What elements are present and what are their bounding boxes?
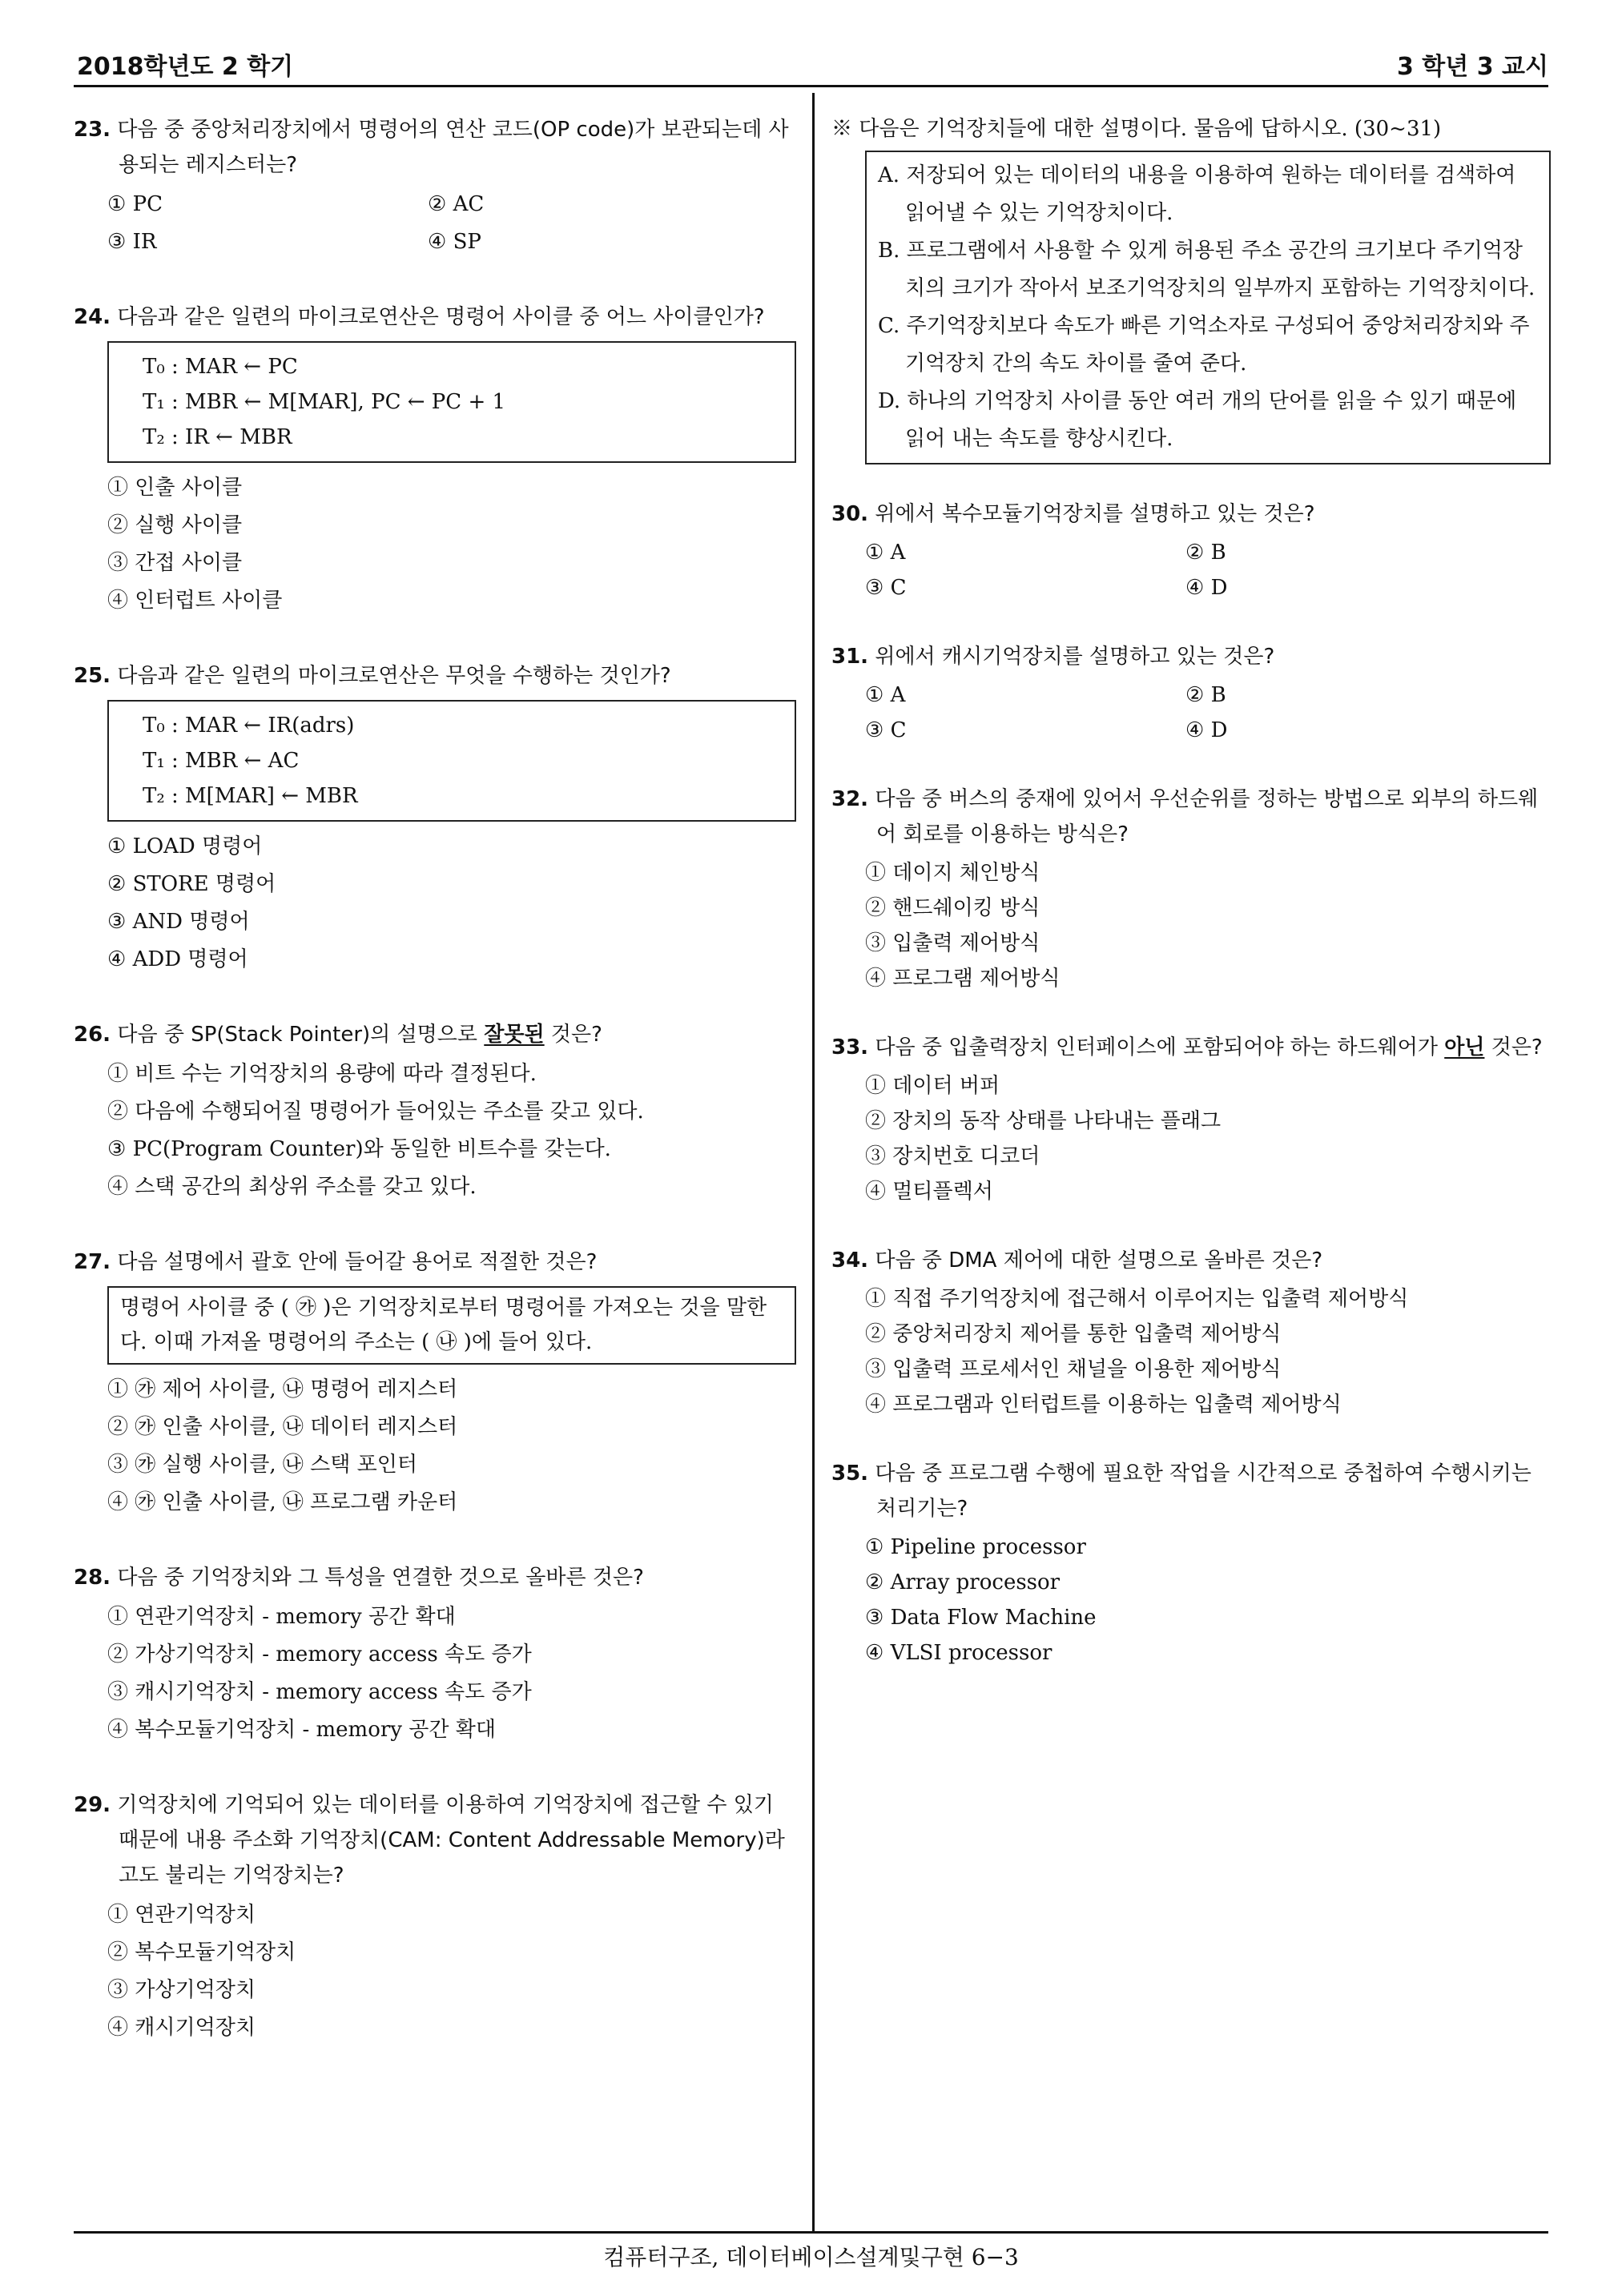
- emphasis-text: 아닌: [1444, 1035, 1485, 1060]
- option-4[interactable]: ④ 프로그램 제어방식: [865, 967, 1061, 991]
- option-2[interactable]: ② Array processor: [865, 1570, 1061, 1594]
- question-stem: 다음과 같은 일련의 마이크로연산은 명령어 사이클 중 어느 사이클인가?: [117, 305, 765, 329]
- question-stem: 다음 중 중앙처리장치에서 명령어의 연산 코드(OP code)가 보관되는데 사용되는 레지스터는?: [117, 118, 789, 177]
- descriptions-box: [865, 151, 1551, 464]
- question-stem-end: 것은?: [1484, 1035, 1543, 1060]
- memory-descriptions-block: [831, 112, 1551, 464]
- question-stem: 다음 중 DMA 제어에 대한 설명으로 올바른 것은?: [875, 1249, 1323, 1273]
- question-stem: 다음과 같은 일련의 마이크로연산은 무엇을 수행하는 것인가?: [117, 664, 671, 688]
- emphasis-text: 잘못된: [484, 1023, 545, 1047]
- question-number: 33.: [831, 1035, 869, 1060]
- exam-header-left: 2018학년도 2 학기: [77, 53, 294, 81]
- question-30: [831, 497, 1551, 605]
- description-c: C. 주기억장치보다 속도가 빠른 기억소자로 구성되어 중앙처리장치와 주기억장치 간의 속도 차이를 줄여 준다.: [878, 314, 1530, 376]
- description-d: D. 하나의 기억장치 사이클 동안 여러 개의 단어를 읽을 수 있기 때문에 읽어 내는 속도를 향상시킨다.: [878, 389, 1517, 451]
- micro-op-line: T₁ : MBR ← M[MAR], PC ← PC + 1: [143, 390, 506, 414]
- question-number: 34.: [831, 1249, 869, 1273]
- question-number: 27.: [74, 1250, 111, 1274]
- option-2[interactable]: ② 복수모듈기억장치: [107, 1940, 296, 1964]
- fill-in-text: 명령어 사이클 중 ( ㉮ )은 기억장치로부터 명령어를 가져오는 것을 말한다. 이때 가져올 명령어의 주소는 ( ㉯ )에 들어 있다.: [120, 1296, 767, 1354]
- question-stem: 위에서 캐시기억장치를 설명하고 있는 것은?: [875, 645, 1275, 669]
- option-4[interactable]: ④ ADD 명령어: [107, 947, 248, 971]
- question-stem: 위에서 복수모듈기억장치를 설명하고 있는 것은?: [875, 502, 1315, 526]
- option-2[interactable]: ② 중앙처리장치 제어를 통한 입출력 제어방식: [865, 1322, 1282, 1346]
- question-number: 29.: [74, 1793, 111, 1817]
- option-4[interactable]: ④ 인터럽트 사이클: [107, 589, 283, 613]
- exam-header-right: 3 학년 3 교시: [1396, 53, 1548, 81]
- micro-op-line: T₀ : MAR ← IR(adrs): [143, 714, 355, 738]
- option-1[interactable]: ① 연관기억장치: [107, 1903, 256, 1927]
- question-stem: 다음 중 입출력장치 인터페이스에 포함되어야 하는 하드웨어가: [875, 1035, 1445, 1060]
- option-2[interactable]: ② 장치의 동작 상태를 나타내는 플래그: [865, 1109, 1222, 1133]
- question-number: 25.: [74, 664, 111, 688]
- option-1[interactable]: ① 데이지 체인방식: [865, 861, 1040, 885]
- left-column: [74, 112, 796, 2085]
- option-4[interactable]: ④ SP: [428, 230, 481, 254]
- option-3[interactable]: ③ 캐시기억장치 - memory access 속도 증가: [107, 1680, 532, 1704]
- option-2[interactable]: ② STORE 명령어: [107, 872, 276, 896]
- option-3[interactable]: ③ PC(Program Counter)와 동일한 비트수를 갖는다.: [107, 1137, 611, 1161]
- option-4[interactable]: ④ 캐시기억장치: [107, 2016, 256, 2040]
- page-footer: 컴퓨터구조, 데이터베이스설계및구현 6−3: [603, 2244, 1019, 2270]
- option-1[interactable]: ① 직접 주기억장치에 접근해서 이루어지는 입출력 제어방식: [865, 1287, 1409, 1311]
- question-26: [74, 1017, 796, 1206]
- question-number: 31.: [831, 645, 869, 669]
- option-1[interactable]: ① 연관기억장치 - memory 공간 확대: [107, 1605, 456, 1629]
- question-34: [831, 1243, 1551, 1422]
- option-3[interactable]: ③ 입출력 프로세서인 채널을 이용한 제어방식: [865, 1357, 1282, 1381]
- option-2[interactable]: ② 실행 사이클: [107, 513, 243, 537]
- micro-operation-box: [107, 341, 796, 463]
- option-2[interactable]: ② 핸드쉐이킹 방식: [865, 896, 1040, 920]
- option-4[interactable]: ④ 스택 공간의 최상위 주소를 갖고 있다.: [107, 1175, 477, 1199]
- question-stem-end: 것은?: [544, 1023, 602, 1047]
- option-3[interactable]: ③ C: [865, 576, 907, 600]
- question-stem: 다음 중 SP(Stack Pointer)의 설명으로: [117, 1023, 485, 1047]
- option-3[interactable]: ③ 가상기억장치: [107, 1978, 256, 2002]
- option-4[interactable]: ④ D: [1185, 718, 1228, 742]
- option-3[interactable]: ③ AND 명령어: [107, 910, 250, 934]
- option-1[interactable]: ① A: [865, 541, 906, 565]
- option-3[interactable]: ③ Data Flow Machine: [865, 1606, 1097, 1630]
- question-33: [831, 1030, 1551, 1209]
- option-4[interactable]: ④ D: [1185, 576, 1228, 600]
- option-3[interactable]: ③ 입출력 제어방식: [865, 931, 1040, 955]
- option-1[interactable]: ① Pipeline processor: [865, 1535, 1086, 1559]
- micro-op-line: T₂ : M[MAR] ← MBR: [143, 784, 358, 808]
- option-1[interactable]: ① LOAD 명령어: [107, 834, 263, 858]
- question-stem: 다음 중 버스의 중재에 있어서 우선순위를 정하는 방법으로 외부의 하드웨어 회로를 이용하는 방식은?: [875, 787, 1539, 846]
- option-2[interactable]: ② B: [1185, 683, 1226, 707]
- question-24: [74, 300, 796, 620]
- question-25: [74, 658, 796, 979]
- question-29: [74, 1787, 796, 2047]
- option-3[interactable]: ③ 간접 사이클: [107, 551, 243, 575]
- question-stem: 다음 설명에서 괄호 안에 들어갈 용어로 적절한 것은?: [117, 1250, 598, 1274]
- footer-rule: [74, 2231, 1548, 2234]
- question-number: 26.: [74, 1023, 111, 1047]
- question-number: 28.: [74, 1566, 111, 1590]
- fill-in-box: [107, 1286, 796, 1365]
- option-2[interactable]: ② AC: [428, 192, 485, 216]
- option-1[interactable]: ① 인출 사이클: [107, 476, 243, 500]
- question-31: [831, 639, 1551, 748]
- option-3[interactable]: ③ ㉮ 실행 사이클, ㉯ 스택 포인터: [107, 1453, 418, 1477]
- option-1[interactable]: ① 데이터 버퍼: [865, 1074, 1000, 1098]
- option-1[interactable]: ① ㉮ 제어 사이클, ㉯ 명령어 레지스터: [107, 1377, 458, 1401]
- description-b: B. 프로그램에서 사용할 수 있게 허용된 주소 공간의 크기보다 주기억장치의 크기가 작아서 보조기억장치의 일부까지 포함하는 기억장치이다.: [878, 239, 1535, 300]
- option-4[interactable]: ④ 프로그램과 인터럽트를 이용하는 입출력 제어방식: [865, 1393, 1342, 1417]
- question-35: [831, 1456, 1551, 1671]
- option-4[interactable]: ④ ㉮ 인출 사이클, ㉯ 프로그램 카운터: [107, 1490, 458, 1514]
- option-2[interactable]: ② 가상기억장치 - memory access 속도 증가: [107, 1643, 532, 1667]
- question-number: 24.: [74, 305, 111, 329]
- option-2[interactable]: ② 다음에 수행되어질 명령어가 들어있는 주소를 갖고 있다.: [107, 1100, 644, 1124]
- question-number: 35.: [831, 1462, 869, 1486]
- option-3[interactable]: ③ C: [865, 718, 907, 742]
- option-1[interactable]: ① 비트 수는 기억장치의 용량에 따라 결정된다.: [107, 1062, 537, 1086]
- option-4[interactable]: ④ 복수모듈기억장치 - memory 공간 확대: [107, 1718, 496, 1742]
- question-32: [831, 782, 1551, 996]
- option-3[interactable]: ③ 장치번호 디코더: [865, 1144, 1040, 1168]
- option-3[interactable]: ③ IR: [107, 230, 157, 254]
- option-1[interactable]: ① PC: [107, 192, 163, 216]
- option-2[interactable]: ② ㉮ 인출 사이클, ㉯ 데이터 레지스터: [107, 1415, 458, 1439]
- option-2[interactable]: ② B: [1185, 541, 1226, 565]
- micro-op-line: T₁ : MBR ← AC: [143, 749, 300, 773]
- column-divider: [812, 93, 815, 2231]
- micro-operation-box: [107, 700, 796, 822]
- micro-op-line: T₂ : IR ← MBR: [143, 425, 292, 449]
- description-a: A. 저장되어 있는 데이터의 내용을 이용하여 원하는 데이터를 검색하여 읽어낼 수 있는 기억장치이다.: [878, 163, 1516, 225]
- instruction-text: ※ 다음은 기억장치들에 대한 설명이다. 물음에 답하시오. (30~31): [831, 117, 1442, 141]
- option-4[interactable]: ④ 멀티플렉서: [865, 1180, 993, 1204]
- question-28: [74, 1560, 796, 1749]
- header-rule: [74, 85, 1548, 87]
- right-column: [831, 112, 1551, 1709]
- question-stem: 다음 중 기억장치와 그 특성을 연결한 것으로 올바른 것은?: [117, 1566, 644, 1590]
- question-27: [74, 1245, 796, 1522]
- micro-op-line: T₀ : MAR ← PC: [143, 355, 298, 379]
- question-23: [74, 112, 796, 261]
- question-number: 30.: [831, 502, 869, 526]
- question-number: 23.: [74, 118, 111, 142]
- question-number: 32.: [831, 787, 869, 811]
- option-1[interactable]: ① A: [865, 683, 906, 707]
- question-stem: 다음 중 프로그램 수행에 필요한 작업을 시간적으로 중첩하여 수행시키는 처리기는?: [875, 1462, 1531, 1521]
- option-4[interactable]: ④ VLSI processor: [865, 1641, 1052, 1665]
- question-stem: 기억장치에 기억되어 있는 데이터를 이용하여 기억장치에 접근할 수 있기 때문에 내용 주소화 기억장치(CAM: Content Addressable Memory)라고도 불리는 기억장치는?: [117, 1793, 785, 1888]
